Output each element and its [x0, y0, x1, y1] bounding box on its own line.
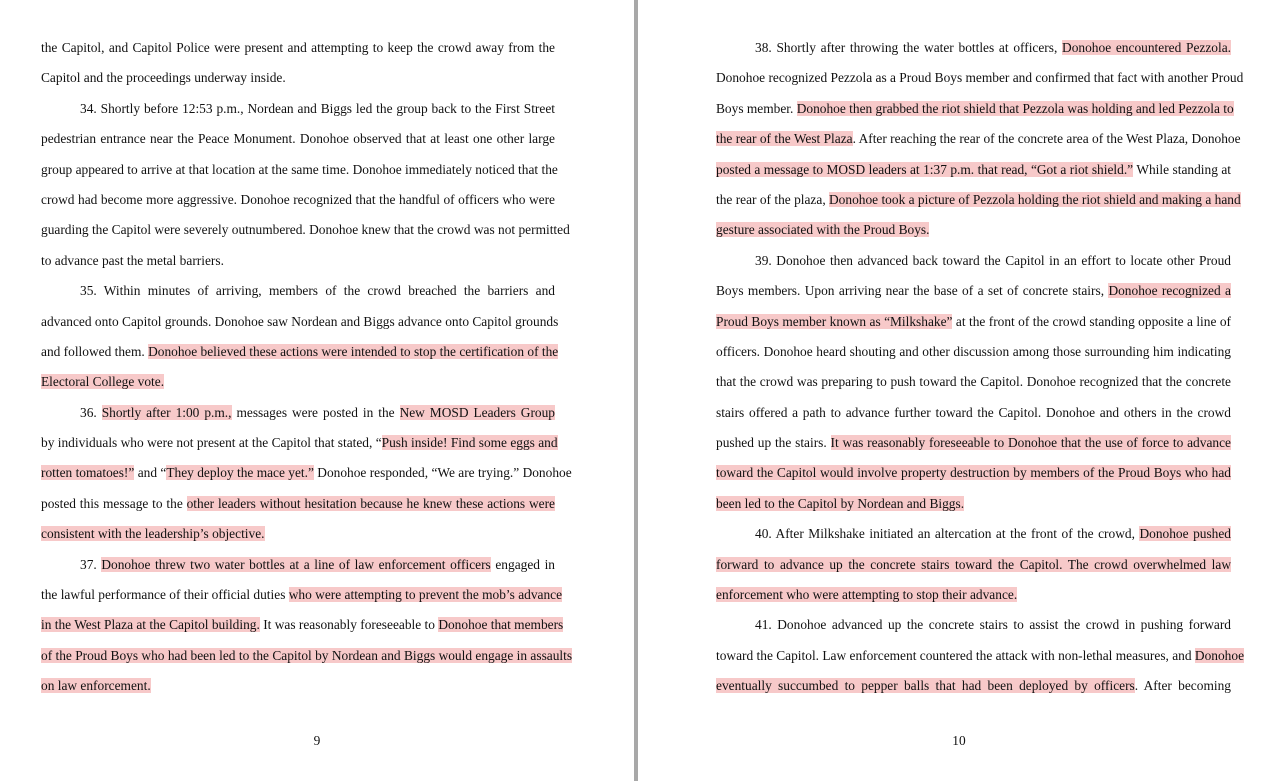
text-line: [41, 337, 559, 367]
text-segment: and followed them.: [41, 343, 149, 359]
text-line: [41, 398, 555, 428]
highlighted-text: posted a message to MOSD leaders at 1:37 p.m. that read, “Got a riot shield.”: [716, 161, 1134, 177]
text-line: [716, 398, 1231, 428]
text-segment: engaged in: [490, 556, 555, 572]
highlighted-text: in the West Plaza at the Capitol building.: [41, 617, 260, 633]
text-segment: at the front of the crowd standing opposite a line of: [952, 313, 1231, 329]
text-segment: guarding the Capitol were severely outnumbered. Donohoe knew that the crowd was not permitted: [41, 222, 570, 238]
highlighted-text: forward to advance up the concrete stairs toward the Capitol. The crowd overwhelmed law: [716, 556, 1231, 572]
text-segment: . After becoming: [1134, 678, 1231, 694]
text-line: [41, 33, 555, 63]
text-segment: the lawful performance of their official duties: [41, 587, 289, 603]
text-line: [716, 307, 1231, 337]
document-page-left: [0, 0, 634, 781]
text-segment: 34. Shortly before 12:53 p.m., Nordean and Biggs led the group back to the First Street: [80, 100, 555, 116]
page-number: 10: [952, 733, 966, 748]
text-line: [41, 246, 555, 276]
text-segment: 40. After Milkshake initiated an altercation at the front of the crowd,: [755, 526, 1140, 542]
highlighted-text: who were attempting to prevent the mob’s advance: [288, 587, 563, 603]
text-line: [716, 337, 1231, 367]
text-line: [716, 63, 1244, 93]
highlighted-text: Proud Boys member known as “Milkshake”: [716, 313, 953, 329]
text-line: [41, 94, 555, 124]
highlighted-text: Donohoe pushed: [1139, 526, 1232, 542]
highlighted-text: rotten tomatoes!”: [41, 465, 135, 481]
text-segment: 38. Shortly after throwing the water bottles at officers,: [755, 40, 1063, 55]
document-page-right: [638, 0, 1280, 781]
highlighted-text: Donohoe took a picture of Pezzola holding the riot shield and making a hand: [829, 191, 1241, 207]
text-line: [41, 124, 555, 154]
page-body: [41, 0, 573, 702]
highlighted-text: been led to the Capitol by Nordean and Biggs.: [716, 495, 965, 511]
highlighted-text: Donohoe threw two water bottles at a line of law enforcement officers: [101, 556, 491, 572]
text-segment: Donohoe responded, “We are trying.” Donohoe: [313, 465, 572, 481]
text-line: [716, 124, 1241, 154]
text-segment: 39. Donohoe then advanced back toward the Capitol in an effort to locate other Proud: [755, 252, 1231, 268]
text-line: [41, 428, 558, 458]
text-segment: 41. Donohoe advanced up the concrete stairs to assist the crowd in pushing forward: [755, 617, 1231, 633]
text-segment: toward the Capitol. Law enforcement countered the attack with non-lethal measures, and: [716, 647, 1195, 663]
text-line: [41, 307, 559, 337]
highlighted-text: Donohoe: [1194, 647, 1245, 663]
text-line: [716, 610, 1231, 640]
text-segment: 36.: [80, 404, 102, 420]
text-line: [716, 428, 1231, 458]
text-segment: 37.: [80, 556, 102, 572]
text-line: [716, 458, 1231, 488]
text-line: [716, 580, 1231, 610]
text-segment: posted this message to the: [41, 495, 187, 511]
text-segment: stairs offered a path to advance further toward the Capitol. Donohoe and others in the crowd: [716, 404, 1231, 420]
text-segment: Boys member.: [716, 100, 797, 116]
text-line: [41, 550, 555, 580]
text-segment: Donohoe recognized Pezzola as a Proud Boys member and confirmed that fact with another Proud: [716, 70, 1244, 86]
text-line: [716, 155, 1231, 185]
highlighted-text: Electoral College vote.: [41, 374, 165, 390]
text-segment: 35. Within minutes of arriving, members of the crowd breached the barriers and: [80, 283, 555, 299]
text-line: [41, 367, 555, 397]
text-line: [41, 489, 555, 519]
text-line: [716, 185, 1241, 215]
text-segment: It was reasonably foreseeable to: [259, 617, 439, 633]
highlighted-text: consistent with the leadership’s objective.: [41, 526, 265, 542]
highlighted-text: gesture associated with the Proud Boys.: [716, 222, 930, 238]
text-line: [716, 215, 1231, 245]
text-line: [41, 519, 555, 549]
text-line: [716, 276, 1231, 306]
text-line: [716, 246, 1231, 276]
text-segment: While standing at: [1133, 161, 1231, 177]
highlighted-text: Push inside! Find some eggs and: [381, 435, 558, 451]
text-line: [41, 671, 555, 701]
highlighted-text: other leaders without hesitation because he knew these actions were: [186, 495, 555, 511]
highlighted-text: Donohoe that members: [438, 617, 564, 633]
text-line: [41, 610, 564, 640]
text-segment: the rear of the plaza,: [716, 191, 830, 207]
highlighted-text: enforcement who were attempting to stop their advance.: [716, 587, 1018, 603]
text-segment: by individuals who were not present at the Capitol that stated, “: [41, 435, 382, 451]
text-segment: pedestrian entrance near the Peace Monument. Donohoe observed that at least one other large: [41, 131, 555, 147]
text-line: [716, 641, 1245, 671]
text-segment: Capitol and the proceedings underway inside.: [41, 70, 286, 86]
text-line: [41, 580, 563, 610]
text-segment: the Capitol, and Capitol Police were present and attempting to keep the crowd away from the: [41, 40, 555, 55]
text-line: [716, 33, 1231, 63]
highlighted-text: It was reasonably foreseeable to Donohoe that the use of force to advance: [830, 435, 1231, 451]
highlighted-text: Donohoe recognized a: [1108, 283, 1231, 299]
text-line: [716, 489, 1231, 519]
text-segment: crowd had become more aggressive. Donohoe recognized that the handful of officers who were: [41, 191, 555, 207]
text-line: [41, 215, 570, 245]
highlighted-text: Donohoe encountered Pezzola.: [1062, 40, 1232, 55]
text-segment: . After reaching the rear of the concrete area of the West Plaza, Donohoe: [852, 131, 1241, 147]
text-segment: messages were posted in the: [231, 404, 400, 420]
text-line: [716, 367, 1231, 397]
text-line: [41, 458, 572, 488]
text-line: [41, 63, 555, 93]
highlighted-text: New MOSD Leaders Group: [399, 404, 555, 420]
text-line: [716, 519, 1231, 549]
text-segment: Boys members. Upon arriving near the base of a set of concrete stairs,: [716, 283, 1109, 299]
text-segment: pushed up the stairs.: [716, 435, 831, 451]
highlighted-text: on law enforcement.: [41, 678, 151, 694]
highlighted-text: the rear of the West Plaza: [716, 131, 853, 147]
highlighted-text: eventually succumbed to pepper balls that had been deployed by officers: [716, 678, 1135, 694]
text-line: [41, 155, 558, 185]
text-segment: that the crowd was preparing to push toward the Capitol. Donohoe recognized that the concrete: [716, 374, 1231, 390]
text-segment: officers. Donohoe heard shouting and other discussion among those surrounding him indicating: [716, 343, 1231, 359]
highlighted-text: of the Proud Boys who had been led to the Capitol by Nordean and Biggs would engage in assaults: [41, 647, 573, 663]
text-line: [41, 185, 555, 215]
page-body: [716, 0, 1245, 702]
text-line: [41, 276, 555, 306]
text-line: [716, 671, 1231, 701]
highlighted-text: Shortly after 1:00 p.m.,: [101, 404, 232, 420]
text-segment: advanced onto Capitol grounds. Donohoe saw Nordean and Biggs advance onto Capitol grounds: [41, 313, 559, 329]
page-number: 9: [313, 733, 321, 748]
highlighted-text: toward the Capitol would involve property destruction by members of the Proud Boys who had: [716, 465, 1231, 481]
highlighted-text: They deploy the mace yet.”: [166, 465, 314, 481]
text-segment: group appeared to arrive at that location at the same time. Donohoe immediately noticed that the: [41, 161, 558, 177]
highlighted-text: Donohoe believed these actions were intended to stop the certification of the: [148, 343, 559, 359]
text-segment: and “: [134, 465, 167, 481]
highlighted-text: Donohoe then grabbed the riot shield that Pezzola was holding and led Pezzola to: [796, 100, 1234, 116]
text-line: [716, 94, 1234, 124]
text-line: [716, 550, 1231, 580]
text-segment: to advance past the metal barriers.: [41, 252, 224, 268]
text-line: [41, 641, 573, 671]
